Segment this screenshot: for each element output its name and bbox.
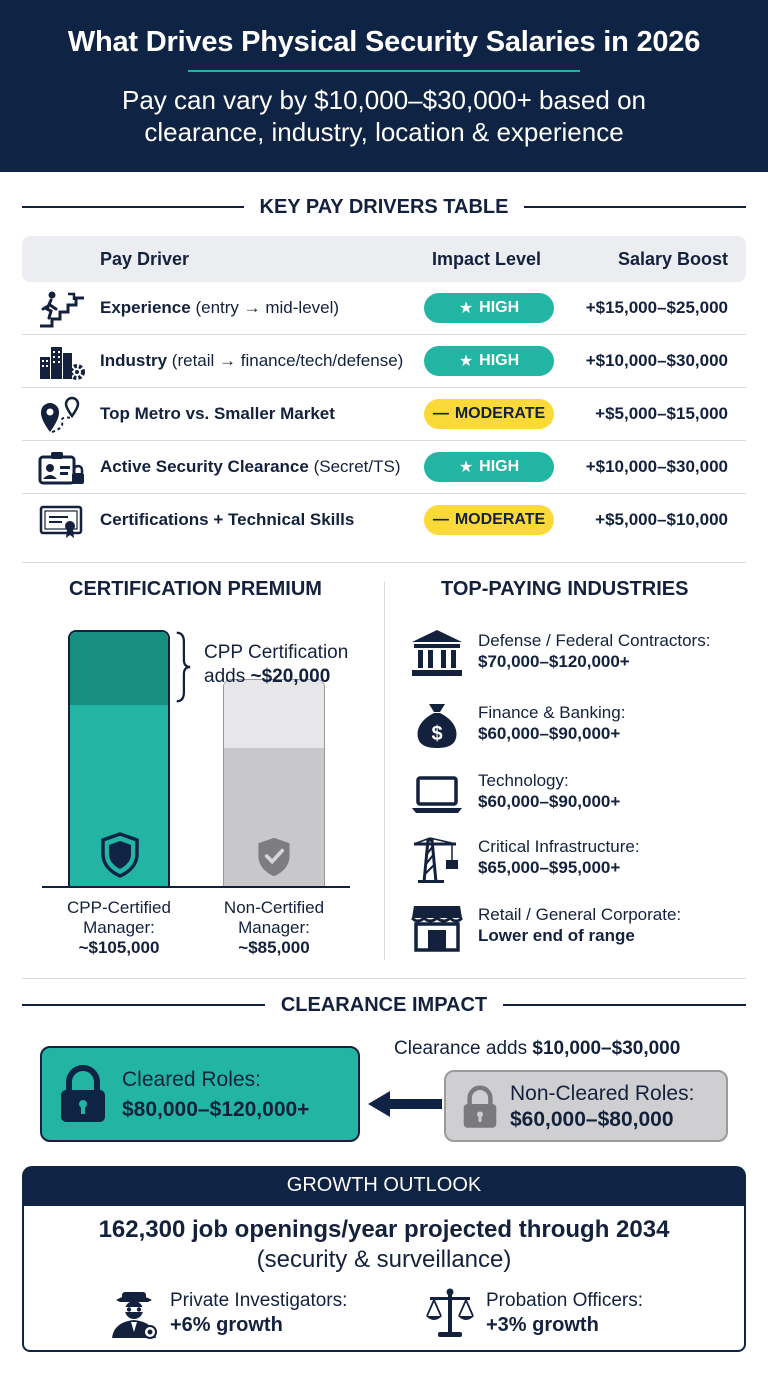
column-divider	[384, 582, 385, 960]
subtitle-line-1: Pay can vary by $10,000–$30,000+ based on	[121, 85, 646, 115]
cpp-annotation: CPP Certification adds ~$20,000	[204, 642, 349, 687]
shield-check-icon	[255, 836, 293, 878]
driver-name: Industry (retail → finance/tech/defense)	[100, 351, 404, 370]
storefront-icon	[410, 902, 464, 952]
header-banner	[0, 0, 768, 172]
title-underline	[188, 70, 580, 72]
crane-tower-icon	[410, 834, 464, 884]
salary-boost: +$5,000–$15,000	[595, 404, 728, 423]
col-header-impact: Impact Level	[432, 249, 542, 269]
star-icon: ★	[458, 353, 474, 370]
lock-icon	[460, 1084, 500, 1130]
section-divider	[22, 978, 746, 979]
list-item: Technology: $60,000–$90,000+	[410, 766, 750, 822]
dash-icon: —	[432, 511, 449, 528]
stairs-climber-icon	[38, 290, 86, 328]
star-icon: ★	[458, 459, 474, 476]
driver-name: Experience (entry → mid-level)	[100, 298, 340, 317]
table-header	[22, 236, 746, 282]
money-bag-icon	[410, 700, 464, 750]
growth-subline: (security & surveillance)	[256, 1246, 512, 1273]
growth-headline: 162,300 job openings/year projected through 2034	[98, 1216, 670, 1243]
driver-name: Active Security Clearance (Secret/TS)	[100, 457, 401, 476]
subtitle-line-2: clearance, industry, location & experience	[144, 117, 624, 147]
scales-icon	[424, 1286, 476, 1340]
table-row	[22, 494, 746, 547]
government-building-icon	[410, 628, 464, 678]
bar-premium-segment	[70, 632, 168, 705]
salary-boost: +$15,000–$25,000	[585, 298, 728, 317]
table-row	[22, 441, 746, 494]
dash-icon: —	[432, 405, 449, 422]
col-header-driver: Pay Driver	[100, 249, 190, 269]
salary-boost: +$5,000–$10,000	[595, 510, 728, 529]
bar-non-certified	[223, 679, 325, 886]
growth-outlook-panel	[22, 1166, 746, 1352]
list-item: Defense / Federal Contractors: $70,000–$120,000+	[410, 626, 750, 682]
clearance-note: Clearance adds $10,000–$30,000	[394, 1038, 681, 1059]
certificate-icon	[38, 502, 86, 540]
cleared-roles-box: Cleared Roles: $80,000–$120,000+	[40, 1046, 360, 1142]
non-cleared-roles-box: Non-Cleared Roles: $60,000–$80,000	[444, 1070, 728, 1142]
bar-label-cpp: CPP-Certified Manager: ~$105,000	[67, 898, 171, 957]
impact-badge: ★ HIGH	[424, 452, 554, 482]
list-item: Retail / General Corporate: Lower end of range	[410, 900, 750, 956]
lock-icon	[56, 1064, 110, 1124]
clearance-section-title: CLEARANCE IMPACT	[22, 990, 746, 1020]
bar-cpp-certified	[68, 630, 170, 886]
arrow-left-icon	[364, 1088, 444, 1120]
bar-light-segment	[224, 680, 324, 748]
table-row	[22, 282, 746, 335]
section-divider	[22, 562, 746, 563]
laptop-icon	[410, 768, 464, 818]
page-title: What Drives Physical Security Salaries in 2026	[67, 26, 701, 58]
map-pins-icon	[38, 396, 86, 434]
id-badge-lock-icon	[38, 449, 86, 487]
impact-badge: — MODERATE	[424, 505, 554, 535]
industries-title: TOP-PAYING INDUSTRIES	[441, 578, 689, 600]
col-header-boost: Salary Boost	[617, 249, 728, 269]
impact-badge: — MODERATE	[424, 399, 554, 429]
driver-name: Top Metro vs. Smaller Market	[100, 404, 335, 423]
impact-badge: ★ HIGH	[424, 293, 554, 323]
salary-boost: +$10,000–$30,000	[585, 457, 728, 476]
salary-boost: +$10,000–$30,000	[585, 351, 728, 370]
list-item: Critical Infrastructure: $65,000–$95,000+	[410, 832, 750, 888]
table-row	[22, 388, 746, 441]
detective-icon	[108, 1286, 160, 1340]
impact-badge: ★ HIGH	[424, 346, 554, 376]
pay-drivers-section-title: KEY PAY DRIVERS TABLE	[22, 192, 746, 222]
page-subtitle	[30, 84, 738, 148]
star-icon: ★	[458, 300, 474, 317]
growth-content: 162,300 job openings/year projected through 2034 (security & surveillance) Private Investigators: +6% growth Probation Officers: +3% growth	[22, 1204, 746, 1352]
chart-axis-line	[42, 886, 350, 888]
brace-icon	[174, 628, 192, 706]
table-row	[22, 335, 746, 388]
certification-title: CERTIFICATION PREMIUM	[69, 578, 322, 600]
shield-icon	[99, 832, 141, 878]
bar-label-non-certified: Non-Certified Manager: ~$85,000	[223, 898, 325, 957]
list-item: $ Finance & Banking: $60,000–$90,000+	[410, 698, 750, 754]
city-gear-icon	[38, 343, 86, 381]
growth-title: GROWTH OUTLOOK	[286, 1174, 482, 1196]
driver-name: Certifications + Technical Skills	[100, 510, 355, 529]
svg-text:$: $	[431, 723, 443, 745]
